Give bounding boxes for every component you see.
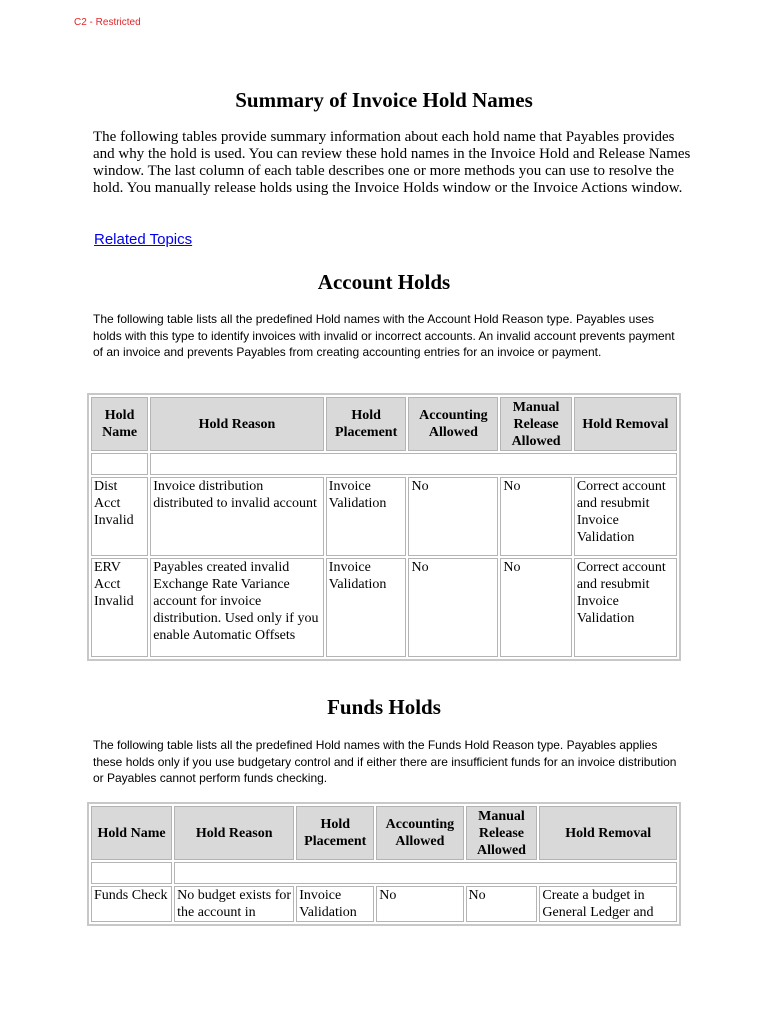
cell-hold-name: Funds Check bbox=[91, 886, 172, 922]
cell-hold-placement: Invoice Validation bbox=[326, 558, 407, 657]
cell-hold-name: ERV Acct Invalid bbox=[91, 558, 148, 657]
cell-hold-name: Dist Acct Invalid bbox=[91, 477, 148, 556]
account-holds-title: Account Holds bbox=[317, 270, 451, 294]
cell-hold-placement: Invoice Validation bbox=[296, 886, 374, 922]
column-header-hold-removal: Hold Removal bbox=[574, 397, 677, 451]
table-row bbox=[91, 886, 677, 922]
cell-hold-reason: Invoice distribution distributed to invalid account bbox=[150, 477, 324, 556]
column-header-hold-placement: Hold Placement bbox=[296, 806, 374, 860]
spacer-cell bbox=[174, 862, 677, 884]
funds-holds-title: Funds Holds bbox=[327, 695, 441, 719]
column-header-accounting-allowed: Accounting Allowed bbox=[408, 397, 498, 451]
cell-manual-release: No bbox=[466, 886, 538, 922]
account-holds-description: The following table lists all the predefined Hold names with the Account Hold Reason type. Payables uses holds with this type to identify invoices with invalid or incorrect accounts. An invalid account prevents payment of an invoice and prevents Payables from creating accounting entries for an invoice or payment. bbox=[93, 312, 675, 359]
cell-hold-placement: Invoice Validation bbox=[326, 477, 407, 556]
cell-manual-release: No bbox=[500, 477, 571, 556]
cell-hold-removal: Correct account and resubmit Invoice Validation bbox=[574, 558, 677, 657]
funds-holds-table bbox=[87, 802, 681, 926]
funds-holds-description: The following table lists all the predefined Hold names with the Funds Hold Reason type. Payables applies these holds only if you use budgetary control and if either there are insufficient funds for an invoice distribution or Payables cannot perform funds checking. bbox=[93, 738, 677, 785]
classification-label: C2 - Restricted bbox=[74, 17, 141, 28]
column-header-hold-removal: Hold Removal bbox=[539, 806, 677, 860]
column-header-accounting-allowed: Accounting Allowed bbox=[376, 806, 463, 860]
column-header-hold-name: Hold Name bbox=[91, 806, 172, 860]
column-header-manual-release: Manual Release Allowed bbox=[500, 397, 571, 451]
cell-hold-reason: Payables created invalid Exchange Rate Variance account for invoice distribution. Used only if you enable Automatic Offsets bbox=[150, 558, 324, 657]
cell-accounting-allowed: No bbox=[376, 886, 463, 922]
cell-hold-removal: Correct account and resubmit Invoice Validation bbox=[574, 477, 677, 556]
table-header-row bbox=[91, 806, 677, 860]
spacer-row bbox=[91, 862, 677, 884]
intro-paragraph: The following tables provide summary information about each hold name that Payables provides and why the hold is used. You can review these hold names in the Invoice Hold and Release Names window. The last column of each table describes one or more methods you can use to resolve the hold. You manually release holds using the Invoice Holds window or the Invoice Actions window. bbox=[93, 129, 691, 196]
page-title: Summary of Invoice Hold Names bbox=[235, 88, 533, 112]
spacer-cell bbox=[91, 862, 172, 884]
column-header-hold-reason: Hold Reason bbox=[150, 397, 324, 451]
cell-hold-removal: Create a budget in General Ledger and bbox=[539, 886, 677, 922]
cell-hold-reason: No budget exists for the account in bbox=[174, 886, 294, 922]
column-header-hold-name: Hold Name bbox=[91, 397, 148, 451]
column-header-hold-placement: Hold Placement bbox=[326, 397, 407, 451]
cell-manual-release: No bbox=[500, 558, 571, 657]
cell-accounting-allowed: No bbox=[408, 477, 498, 556]
column-header-hold-reason: Hold Reason bbox=[174, 806, 294, 860]
related-topics-link[interactable]: Related Topics bbox=[94, 231, 193, 248]
cell-accounting-allowed: No bbox=[408, 558, 498, 657]
column-header-manual-release: Manual Release Allowed bbox=[466, 806, 538, 860]
